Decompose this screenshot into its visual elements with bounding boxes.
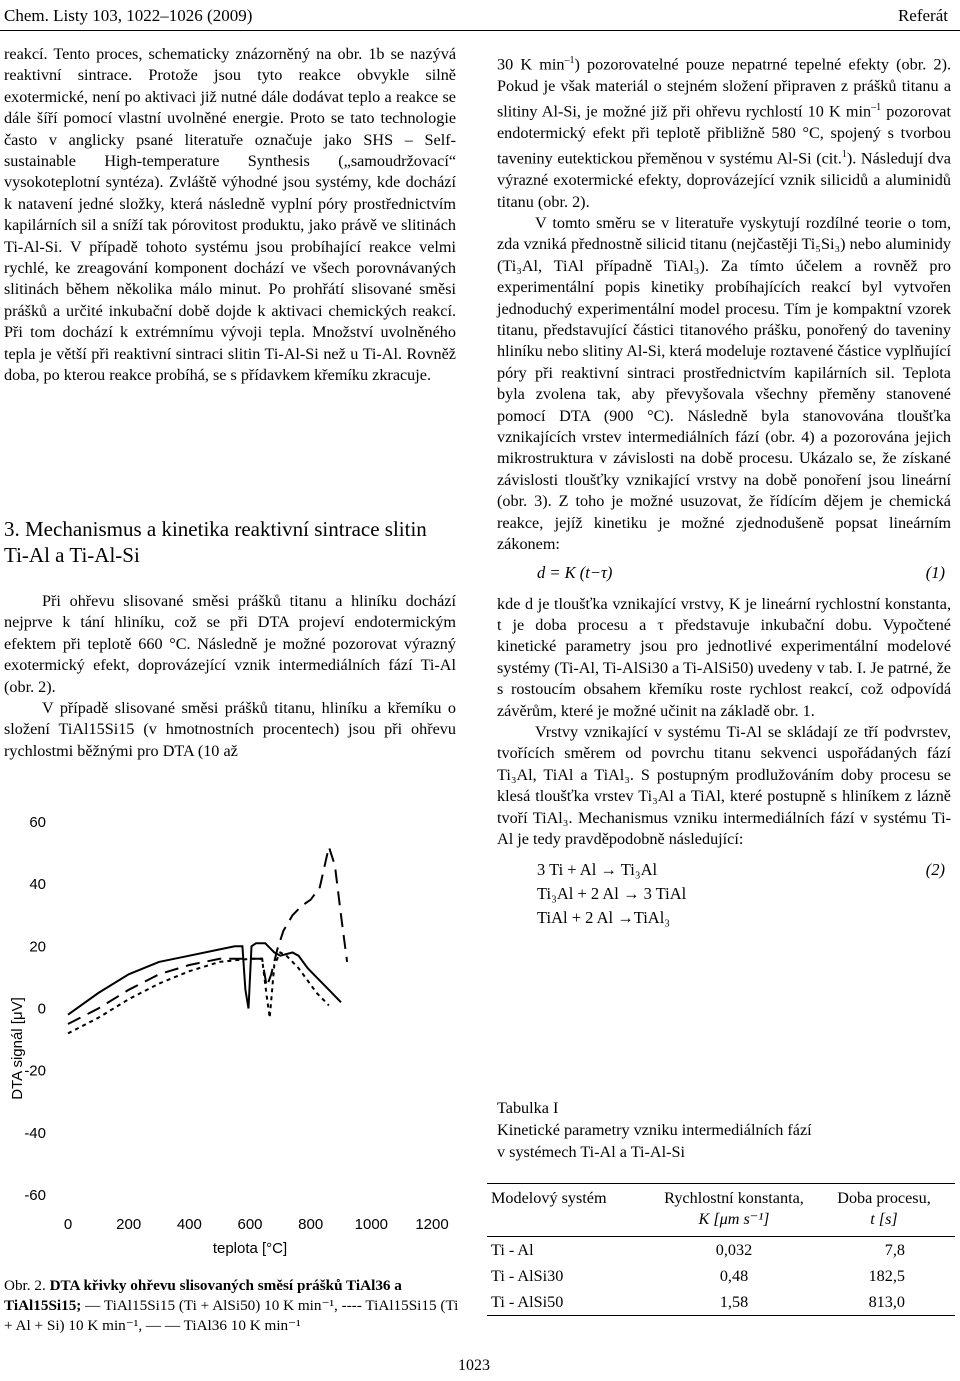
table-cell: 7,8: [884, 1241, 905, 1259]
x-tick-label: 1200: [415, 1216, 449, 1233]
superscript: –1: [871, 102, 882, 114]
y-tick-label: -20: [24, 1062, 46, 1080]
y-tick-label: 40: [29, 876, 46, 894]
y-tick-label: 60: [29, 814, 46, 831]
x-tick-label: 800: [298, 1216, 324, 1233]
table-row: [487, 1237, 955, 1264]
table-row: [487, 1263, 955, 1289]
header-line: Rychlostní konstanta,: [664, 1189, 804, 1207]
table-caption-line: Kinetické parametry vzniku intermediálních fází: [497, 1121, 812, 1139]
header-rule: [0, 30, 960, 31]
series-line-solid: [68, 943, 341, 1015]
table-row: [487, 1289, 955, 1316]
reaction-1: 3 Ti + Al → Ti₃Al: [537, 860, 658, 880]
table-cell: Ti - AlSi50: [491, 1293, 564, 1311]
x-tick-label: 1000: [354, 1216, 389, 1233]
kinetics-table: [487, 1183, 955, 1316]
table-caption-title: Tabulka I: [497, 1099, 559, 1117]
y-tick-label: 0: [37, 1000, 46, 1018]
table-caption-line: v systémech Ti-Al a Ti-Al-Si: [497, 1143, 685, 1161]
x-tick-label: 600: [237, 1216, 263, 1233]
header-line: t [s]: [870, 1210, 898, 1228]
reaction-3: TiAl + 2 Al →TiAl₃: [537, 908, 671, 928]
figure-caption: [4, 1276, 460, 1336]
y-tick-label: 20: [29, 938, 46, 956]
left-paragraph-1: reakcí. Tento proces, schematicky znázorněný na obr. 1b se nazývá reaktivní sintrace. Protože jsou tyto reakce obvykle silně exotermické, není po aktivaci již nutné dále dodávat teplo a reakce se dále šíří pomocí vlastní uvolněné energie. Proto se tato technologie často v anglicky psané literatuře označuje jako SHS – Self-sustainable High-temperature Synthesis („samoudržovací“ vysokoteplotní syntéza). Zvláště výhodné jsou systémy, kde dochází k natavení jedné složky, která následně vyplní póry prostřednictvím kapilárních sil a sníží tak pórovitost produktu, jako právě ve slitinách Ti-Al-Si. V případě tohoto systému jsou probíhající reakce velmi rychlé, ke zreagování komponent dochází ve všech porovnávaných slitinách během několika málo minut. Po prohřátí slisované směsi prášků a určité inkubační době dojde k aktivaci chemických reakcí. Při tom dochází k extrémnímu vývoji tepla. Množství uvolněného tepla je větší při reaktivní sintraci slitin Ti-Al-Si než u Ti-Al. Rovněž doba, po kterou reakce probíhá, se s přídavkem křemíku zkracuje.: [4, 45, 456, 385]
left-column: [4, 44, 456, 387]
table-cell: 182,5: [868, 1267, 905, 1285]
figure-caption-prefix: Obr. 2.: [4, 1277, 50, 1294]
right-paragraph-1: [497, 50, 951, 213]
table-cell: 813,0: [868, 1293, 905, 1311]
right-paragraph-2: V tomto směru se v literatuře vyskytují rozdílné teorie o tom, zda vzniká přednostně silicid titanu (nejčastěji Ti₅Si₃) nebo aluminidy (Ti₃Al, TiAl případně TiAl₃). Za tímto účelem a rovněž pro experimentální popis kinetiky probíhajících reakcí byl vytvořen jednoduchý experimentální model procesu. Tím je kompaktní vzorek titanu, představující částici titanového prášku, ponořený do taveniny hliníku nebo slitiny Al-Si, která modeluje roztavené částice vyplňující póry při reaktivní sintraci prostřednictvím kapilárních sil. Teplota byla zvolena tak, aby převyšovala všechny přeměny stanovené pomocí DTA (900 °C). Následně byla stanovována tloušťka vznikajících vrstev intermediálních fází (obr. 4) a pozorována jejich mikrostruktura v závislosti na době procesu. Ukázalo se, že získané závislosti tloušťky vznikající vrstvy na době ponoření jsou lineární (obr. 3). Z toho je možné usuzovat, že řídícím dějem je chemická reakce, jejíž kinetiku je možné zjednodušeně popsat lineárním zákonem:: [497, 214, 951, 554]
section-title: 3. Mechanismus a kinetika reaktivní sintrace slitin Ti-Al a Ti-Al-Si: [4, 517, 427, 567]
equation-1-expression: d = K (t−τ): [537, 562, 613, 582]
x-tick-label: 0: [63, 1216, 73, 1233]
text-run: 30 K min: [497, 55, 565, 74]
section-header: Referát: [897, 6, 948, 25]
right-paragraph-3: kde d je tloušťka vznikající vrstvy, K je lineární rychlostní konstanta, t je doba procesu a τ představuje inkubační dobu. Vypočtené kinetické parametry jsou pro jednotlivé experimentální modelové systémy (Ti-Al, Ti-AlSi30 a Ti-AlSi50) uvedeny v tab. I. Je patrné, že s rostoucím obsahem křemíku roste rychlost reakcí, což odpovídá závěrům, které je možné učinit na základě obr. 1.: [497, 594, 951, 720]
table-cell: 0,032: [715, 1241, 753, 1259]
table-caption: [497, 1097, 812, 1163]
table-cell: Ti - AlSi30: [491, 1267, 564, 1285]
dta-chart: [0, 800, 470, 1270]
column-header-system: Modelový systém: [491, 1189, 607, 1207]
y-axis-label: DTA signál [μV]: [9, 997, 26, 1100]
right-paragraph-4: Vrstvy vznikající v systému Ti-Al se skládají ze tří podvrstev, tvořících směrem od povrchu titanu sekvenci uspořádaných fází Ti₃Al, TiAl a TiAl₃. S postupným prodlužováním doby procesu se klesá tloušťka vrstev Ti₃Al a TiAl, které postupně s hliníkem z lázně tvoří TiAl₃. Mechanismus vzniku intermediálních fází v systému Ti-Al je tedy pravděpodobně následující:: [497, 722, 951, 848]
reaction-scheme: [497, 858, 951, 930]
left-paragraph-2: Při ohřevu slisované směsi prášků titanu a hliníku dochází nejprve k tání hliníku, což se při DTA projeví endotermickým efektem při teplotě 660 °C. Následně je možné pozorovat výrazný exotermický efekt, doprovázející vznik intermediálních fází Ti-Al (obr. 2).: [4, 592, 456, 696]
right-column: [497, 50, 951, 930]
text-run: pozorovat endotermický efekt při teplotě přibližně 580 °C, spojený s tvorbou taveniny eutektickou přeměnou v systému Al-Si (cit.: [497, 102, 951, 168]
column-header-duration: [813, 1184, 955, 1237]
y-tick-label: -40: [24, 1124, 46, 1142]
page-number: 1023: [458, 1357, 490, 1374]
x-tick-label: 400: [176, 1216, 202, 1233]
figure-caption-bold: DTA křivky ohřevu slisovaných směsí prášků TiAl36 a TiAl15Si15;: [4, 1277, 402, 1314]
equation-2-number: (2): [925, 860, 945, 880]
table-cell: Ti - Al: [491, 1241, 534, 1259]
x-axis-label: teplota [°C]: [212, 1240, 288, 1257]
reaction-2: Ti₃Al + 2 Al → 3 TiAl: [537, 884, 687, 904]
text-run: ). Následují dva výrazné exotermické efekty, doprovázející vznik silicidů a aluminidů titanu (obr. 2).: [497, 149, 951, 211]
table-header-row: [487, 1184, 955, 1237]
y-tick-label: -60: [24, 1187, 46, 1204]
series-line-dotted: [68, 953, 329, 1034]
header-line: Doba procesu,: [837, 1189, 931, 1207]
equation-1-number: (1): [925, 562, 945, 582]
citation: 1: [841, 149, 847, 161]
text-run: ) pozorovatelné pouze nepatrné tepelné efekty (obr. 2). Pokud je však materiál o stejném složení připraven z prášků titanu a slitiny Al-Si, je možné již při ohřevu rychlostí 10 K min: [497, 55, 952, 121]
table-cell: 0,48: [719, 1267, 749, 1285]
header-line: K [μm s⁻¹]: [698, 1210, 770, 1228]
column-header-rate-constant: [655, 1184, 813, 1237]
table-cell: 1,58: [719, 1293, 749, 1311]
figure-caption-legend: — TiAl15Si15 (Ti + AlSi50) 10 K min⁻¹, ---- TiAl15Si15 (Ti + Al + Si) 10 K min⁻¹, — — TiAl36 10 K min⁻¹: [4, 1297, 459, 1334]
left-paragraph-3: V případě slisované směsi prášků titanu, hliníku a křemíku o složení TiAl15Si15 (v hmotnostních procentech) jsou při ohřevu rychlostmi běžnými pro DTA (10 až: [4, 699, 456, 760]
journal-header: Chem. Listy 103, 1022‒1026 (2009): [4, 6, 253, 25]
superscript: –1: [564, 55, 575, 66]
series-line-dashed: [68, 847, 347, 1024]
x-tick-label: 200: [116, 1216, 142, 1233]
left-column-section-3: [4, 591, 456, 762]
equation-1: [497, 562, 951, 588]
